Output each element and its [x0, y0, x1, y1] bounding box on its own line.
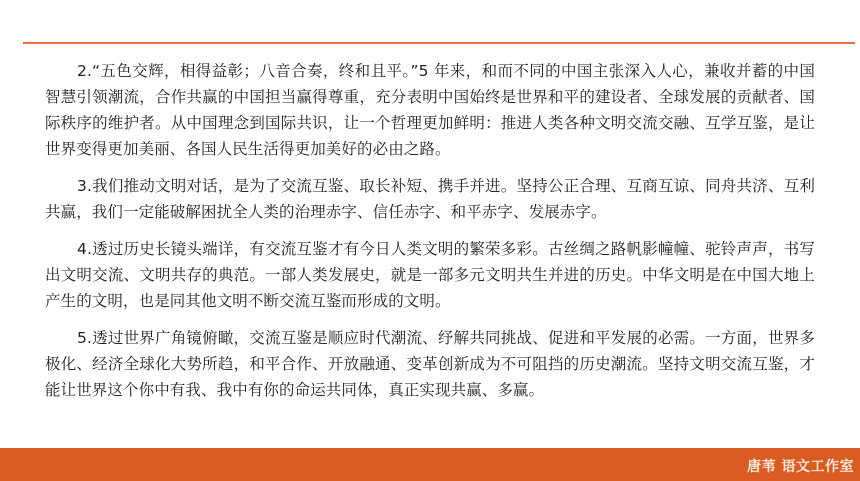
footer-brand: 唐苇 语文工作室 [747, 459, 854, 475]
text-body [45, 58, 815, 414]
paragraph-4: 4.透过历史长镜头端详，有交流互鉴才有今日人类文明的繁荣多彩。古丝绸之路帆影幢幢、驼铃声声，书写出文明交流、文明共存的典范。一部人类发展史，就是一部多元文明共生并进的历史。中华文明是在中国大地上产生的文明，也是同其他文明不断交流互鉴而形成的文明。 [45, 240, 815, 310]
paragraph-5: 5.透过世界广角镜俯瞰，交流互鉴是顺应时代潮流、纾解共同挑战、促进和平发展的必需。一方面，世界多极化、经济全球化大势所趋，和平合作、开放融通、变革创新成为不可阻挡的历史潮流。坚持文明交流互鉴，才能让世界这个你中有我、我中有你的命运共同体，真正实现共赢、多赢。 [45, 329, 815, 399]
paragraph-3: 3.我们推动文明对话，是为了交流互鉴、取长补短、携手并进。坚持公正合理、互商互谅、同舟共济、互利共赢，我们一定能破解困扰全人类的治理赤字、信任赤字、和平赤字、发展赤字。 [45, 177, 815, 221]
footer-bar [0, 448, 860, 481]
header-divider-line [23, 42, 855, 44]
paragraph-2: 2.“五色交辉，相得益彰；八音合奏，终和且平。”5 年来，和而不同的中国主张深入人心，兼收并蓄的中国智慧引领潮流，合作共赢的中国担当赢得尊重，充分表明中国始终是世界和平的建设者、全球发展的贡献者、国际秩序的维护者。从中国理念到国际共识，让一个哲理更加鲜明：推进人类各种文明交流交融、互学互鉴，是让世界变得更加美丽、各国人民生活得更加美好的必由之路。 [45, 62, 815, 158]
